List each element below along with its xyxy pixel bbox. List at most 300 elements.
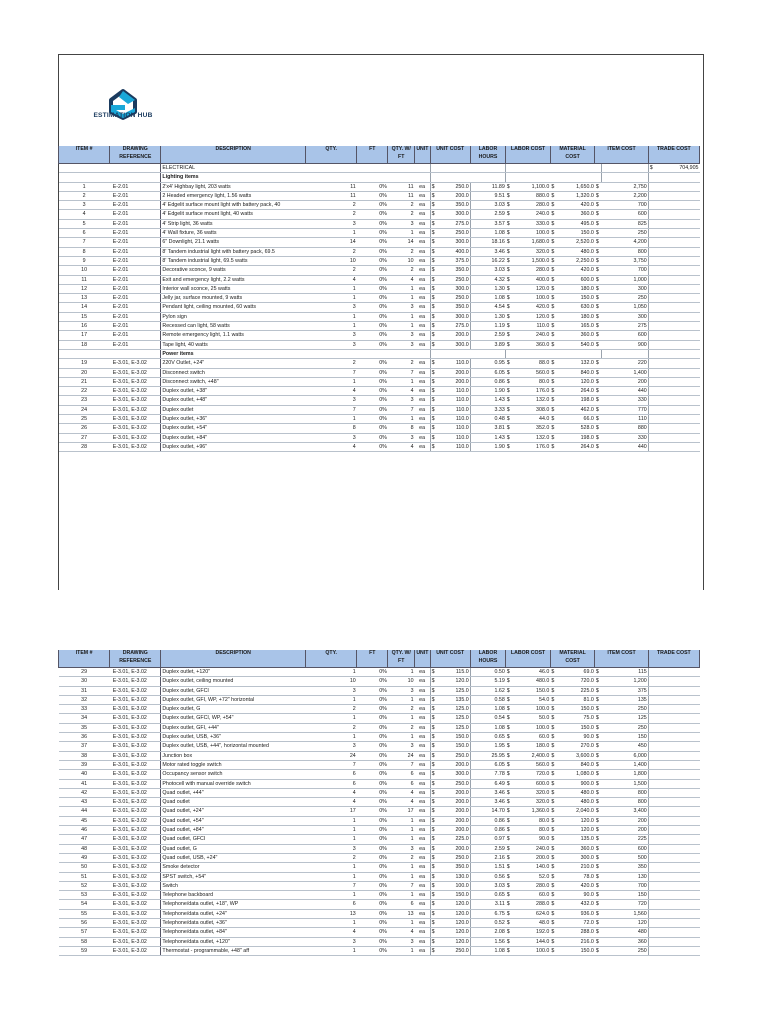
table-cell: $ (595, 946, 602, 955)
table-cell: 2 (388, 210, 415, 219)
table-cell: E-3.01, E-3.02 (110, 919, 161, 928)
table-cell (648, 396, 655, 405)
table-cell: 115 (602, 668, 649, 677)
table-cell: 4' Strip light, 36 watts (161, 219, 306, 228)
table-cell: 2 (388, 247, 415, 256)
table-cell: E-3.01, E-3.02 (110, 359, 161, 368)
table-cell: 3 (306, 937, 357, 946)
table-cell: Interior wall sconce, 25 watts (161, 284, 306, 293)
table-cell: $ (430, 210, 437, 219)
table-cell: 3 (388, 844, 415, 853)
table-cell (430, 349, 437, 358)
table-cell: ea (415, 872, 431, 881)
table-row (59, 415, 700, 424)
table-cell: $ (430, 881, 437, 890)
table-cell (648, 294, 655, 303)
column-header: LABOR COST (506, 650, 551, 668)
column-header: LABOR COST (506, 146, 551, 164)
table-cell: $ (595, 779, 602, 788)
table-cell: 900.0 (557, 779, 595, 788)
table-cell: $ (550, 779, 557, 788)
table-cell: 250.0 (437, 751, 470, 760)
table-cell: 3.03 (470, 881, 506, 890)
table-cell: 16 (59, 322, 110, 331)
table-cell: Quad outlet, G (161, 844, 306, 853)
table-row (59, 256, 700, 265)
table-cell: 150.0 (557, 229, 595, 238)
table-cell: 1 (306, 891, 357, 900)
table-cell (648, 247, 655, 256)
table-cell: 150 (602, 733, 649, 742)
table-cell: $ (506, 359, 513, 368)
table-cell: $ (430, 396, 437, 405)
table-cell: $ (430, 303, 437, 312)
table-cell: 3.81 (470, 424, 506, 433)
table-cell: Telephone/data outlet, +24" (161, 909, 306, 918)
table-cell: ea (415, 668, 431, 677)
table-cell: $ (506, 396, 513, 405)
table-cell: 17 (59, 331, 110, 340)
estimate-table-page-2 (58, 650, 700, 956)
table-cell (648, 770, 655, 779)
table-cell: 198.0 (557, 433, 595, 442)
table-row (59, 723, 700, 732)
table-cell: 3 (306, 396, 357, 405)
table-cell: 420.0 (512, 303, 550, 312)
table-cell (595, 164, 602, 173)
table-cell: 100.0 (512, 229, 550, 238)
table-cell (655, 705, 700, 714)
table-cell (655, 191, 700, 200)
table-cell: 24 (388, 751, 415, 760)
table-cell (59, 164, 110, 173)
table-cell: 2 (306, 266, 357, 275)
table-cell: $ (430, 294, 437, 303)
table-cell: $ (550, 807, 557, 816)
table-cell: 6 (306, 900, 357, 909)
table-cell: 7 (388, 881, 415, 890)
table-cell: $ (595, 303, 602, 312)
table-cell: 420.0 (557, 881, 595, 890)
table-cell (655, 751, 700, 760)
table-cell: $ (430, 256, 437, 265)
table-cell: 0.86 (470, 826, 506, 835)
table-cell (655, 266, 700, 275)
table-row (59, 919, 700, 928)
table-cell: 4.32 (470, 275, 506, 284)
table-cell (648, 686, 655, 695)
table-cell: $ (430, 368, 437, 377)
table-cell (655, 909, 700, 918)
table-cell (655, 677, 700, 686)
table-cell: ea (415, 798, 431, 807)
table-cell (655, 368, 700, 377)
table-cell (655, 668, 700, 677)
table-cell (655, 396, 700, 405)
table-cell: 1.90 (470, 387, 506, 396)
table-cell: Duplex outlet, +96" (161, 442, 306, 451)
table-cell: 42 (59, 788, 110, 797)
table-cell: 720 (602, 900, 649, 909)
table-cell (437, 164, 470, 173)
table-cell: 135.0 (557, 835, 595, 844)
table-cell: 320.0 (512, 798, 550, 807)
table-cell: $ (430, 340, 437, 349)
column-header: ITEM # (59, 650, 110, 668)
table-cell (655, 405, 700, 414)
table-cell: 80.0 (512, 377, 550, 386)
table-row (59, 816, 700, 825)
table-cell (648, 677, 655, 686)
table-cell: $ (506, 853, 513, 862)
table-cell: $ (595, 312, 602, 321)
table-row (59, 331, 700, 340)
table-cell: $ (550, 770, 557, 779)
table-cell: 41 (59, 779, 110, 788)
table-cell: E-3.01, E-3.02 (110, 946, 161, 955)
table-cell: $ (506, 284, 513, 293)
table-cell: 4 (388, 928, 415, 937)
table-cell: ea (415, 331, 431, 340)
table-cell: 1 (306, 733, 357, 742)
table-cell: 46 (59, 826, 110, 835)
table-cell: 1.95 (470, 742, 506, 751)
table-cell: 250.0 (437, 853, 470, 862)
table-cell: $ (506, 668, 513, 677)
table-cell: 150.0 (437, 891, 470, 900)
table-cell: E-2.01 (110, 284, 161, 293)
table-cell: 0% (357, 695, 388, 704)
table-cell: Duplex outlet, +120" (161, 668, 306, 677)
table-cell: 4 (306, 442, 357, 451)
table-cell: 1.43 (470, 396, 506, 405)
table-cell: 0% (357, 219, 388, 228)
table-cell: 81.0 (557, 695, 595, 704)
column-header: DRAWING REFERENCE (110, 146, 161, 164)
table-cell: $ (595, 322, 602, 331)
table-cell: 0% (357, 733, 388, 742)
table-cell: 880.0 (512, 191, 550, 200)
table-cell (506, 349, 513, 358)
table-cell: 264.0 (557, 387, 595, 396)
table-cell (655, 816, 700, 825)
table-row (59, 733, 700, 742)
table-cell (648, 891, 655, 900)
table-cell: 120 (602, 919, 649, 928)
table-cell (648, 415, 655, 424)
table-cell: 2.08 (470, 928, 506, 937)
table-cell: $ (506, 909, 513, 918)
table-cell: 200 (602, 377, 649, 386)
table-cell (655, 247, 700, 256)
table-cell: 400.0 (512, 275, 550, 284)
table-cell: E-3.01, E-3.02 (110, 760, 161, 769)
table-cell: 300.0 (437, 312, 470, 321)
table-cell (648, 751, 655, 760)
table-row (59, 368, 700, 377)
table-cell: ea (415, 415, 431, 424)
table-cell: 4' Edgelit surface mount light with battery pack, 40 (161, 201, 306, 210)
table-cell: 44 (59, 807, 110, 816)
table-cell: $ (506, 238, 513, 247)
table-cell: 37 (59, 742, 110, 751)
table-cell: 1 (306, 668, 357, 677)
table-row (59, 705, 700, 714)
table-cell: $ (430, 798, 437, 807)
table-cell: $ (550, 826, 557, 835)
table-cell: ea (415, 714, 431, 723)
table-cell: 704,905 (655, 164, 700, 173)
table-cell (388, 173, 415, 182)
table-cell: E-3.01, E-3.02 (110, 415, 161, 424)
table-cell: 80.0 (512, 816, 550, 825)
table-cell: Jelly jar, surface mounted, 9 watts (161, 294, 306, 303)
table-cell: $ (506, 788, 513, 797)
table-cell (655, 256, 700, 265)
table-cell: 0% (357, 415, 388, 424)
table-cell: 120.0 (437, 919, 470, 928)
table-cell: 49 (59, 853, 110, 862)
table-cell: 1 (388, 312, 415, 321)
table-cell: 500 (602, 853, 649, 862)
table-cell: E-2.01 (110, 247, 161, 256)
table-cell: $ (595, 919, 602, 928)
table-cell: 3.46 (470, 798, 506, 807)
table-cell (648, 816, 655, 825)
table-cell: 66.0 (557, 415, 595, 424)
table-cell: 0% (357, 872, 388, 881)
table-cell (648, 173, 655, 182)
table-cell (655, 442, 700, 451)
table-cell: 700 (602, 266, 649, 275)
table-cell: ea (415, 900, 431, 909)
table-cell: 56 (59, 919, 110, 928)
table-cell: $ (595, 368, 602, 377)
table-cell: 250 (602, 229, 649, 238)
table-cell: E-3.01, E-3.02 (110, 405, 161, 414)
table-cell: 3 (306, 433, 357, 442)
table-cell: 2.59 (470, 210, 506, 219)
table-cell: 2 (306, 705, 357, 714)
table-cell: $ (595, 387, 602, 396)
table-row (59, 359, 700, 368)
table-cell (430, 164, 437, 173)
table-cell: 4 (388, 275, 415, 284)
table-cell: Quad outlet, +54" (161, 816, 306, 825)
table-cell: ea (415, 844, 431, 853)
table-cell: $ (430, 853, 437, 862)
table-cell: 125.0 (437, 686, 470, 695)
table-cell: $ (430, 919, 437, 928)
table-cell: 22 (59, 387, 110, 396)
table-cell: 6 (388, 900, 415, 909)
table-cell: 150 (602, 891, 649, 900)
table-cell (655, 788, 700, 797)
table-cell: E-3.01, E-3.02 (110, 872, 161, 881)
table-cell: 120.0 (437, 937, 470, 946)
table-cell: 250.0 (437, 946, 470, 955)
table-cell (648, 946, 655, 955)
table-row (59, 946, 700, 955)
table-cell: $ (595, 191, 602, 200)
table-cell: $ (550, 844, 557, 853)
table-cell: Telephone/data outlet, +36" (161, 919, 306, 928)
table-cell: 13 (59, 294, 110, 303)
table-cell: 1 (388, 826, 415, 835)
table-cell: $ (595, 210, 602, 219)
table-cell: ea (415, 377, 431, 386)
table-cell: $ (430, 322, 437, 331)
table-cell: E-3.01, E-3.02 (110, 377, 161, 386)
table-cell: 3.89 (470, 340, 506, 349)
table-cell: $ (506, 686, 513, 695)
table-cell (655, 872, 700, 881)
table-cell (655, 433, 700, 442)
table-cell: $ (550, 733, 557, 742)
table-cell (648, 266, 655, 275)
table-cell: 540.0 (557, 340, 595, 349)
table-cell: 26 (59, 424, 110, 433)
table-cell (648, 900, 655, 909)
table-cell: 1.08 (470, 946, 506, 955)
table-row (59, 872, 700, 881)
table-cell: $ (550, 322, 557, 331)
table-cell: 52 (59, 881, 110, 890)
table-cell: ea (415, 742, 431, 751)
table-cell: 528.0 (557, 424, 595, 433)
table-row (59, 900, 700, 909)
table-cell: 0% (357, 387, 388, 396)
table-cell: 0% (357, 266, 388, 275)
table-cell: $ (506, 312, 513, 321)
table-cell: 24 (59, 405, 110, 414)
table-cell: $ (430, 229, 437, 238)
table-cell: 75.0 (557, 714, 595, 723)
table-cell: $ (550, 835, 557, 844)
table-cell: 3,750 (602, 256, 649, 265)
table-cell: 39 (59, 760, 110, 769)
table-cell: 375.0 (437, 256, 470, 265)
column-header: TRADE COST (648, 650, 699, 668)
table-cell: $ (430, 424, 437, 433)
table-cell: 770 (602, 405, 649, 414)
table-cell: 176.0 (512, 442, 550, 451)
table-cell: 240.0 (512, 210, 550, 219)
table-row (59, 742, 700, 751)
table-cell: $ (550, 816, 557, 825)
table-cell: 5 (59, 219, 110, 228)
table-cell (648, 349, 655, 358)
table-cell: 20 (59, 368, 110, 377)
table-cell (110, 164, 161, 173)
table-cell (648, 788, 655, 797)
table-cell: 352.0 (512, 424, 550, 433)
table-cell: 450 (602, 742, 649, 751)
table-cell (648, 340, 655, 349)
table-row (59, 807, 700, 816)
table-cell: $ (550, 705, 557, 714)
table-cell: 13 (306, 909, 357, 918)
table-cell (655, 424, 700, 433)
table-cell: 1 (306, 294, 357, 303)
table-cell: 100.0 (437, 881, 470, 890)
table-cell: E-3.01, E-3.02 (110, 695, 161, 704)
table-row (59, 387, 700, 396)
table-cell: 28 (59, 442, 110, 451)
table-cell: 0% (357, 256, 388, 265)
table-cell: 3 (388, 742, 415, 751)
table-cell: $ (430, 900, 437, 909)
table-cell: 225 (602, 835, 649, 844)
table-cell: 36 (59, 733, 110, 742)
table-cell: 1 (388, 377, 415, 386)
table-cell: $ (430, 733, 437, 742)
table-cell: 3 (306, 844, 357, 853)
table-cell: 0% (357, 863, 388, 872)
table-cell: 120.0 (437, 900, 470, 909)
table-cell: $ (550, 946, 557, 955)
table-cell: 100.0 (512, 723, 550, 732)
table-cell: 495.0 (557, 219, 595, 228)
table-cell: ea (415, 191, 431, 200)
table-cell (648, 909, 655, 918)
table-cell (655, 807, 700, 816)
table-cell (655, 760, 700, 769)
table-cell (655, 201, 700, 210)
table-cell: ea (415, 946, 431, 955)
table-cell: $ (430, 872, 437, 881)
table-row (59, 779, 700, 788)
table-cell: 560.0 (512, 368, 550, 377)
table-cell (648, 714, 655, 723)
table-cell: 330 (602, 396, 649, 405)
table-cell: 2 (388, 723, 415, 732)
table-cell: Remote emergency light, 1.1 watts (161, 331, 306, 340)
table-cell: 8 (306, 424, 357, 433)
table-cell: $ (506, 266, 513, 275)
table-cell: $ (550, 751, 557, 760)
table-cell: 90.0 (557, 733, 595, 742)
table-cell: 2,750 (602, 182, 649, 191)
table-cell: $ (595, 900, 602, 909)
table-cell: 52.0 (512, 872, 550, 881)
table-row (59, 686, 700, 695)
table-cell: E-3.01, E-3.02 (110, 433, 161, 442)
table-cell: 110.0 (437, 396, 470, 405)
table-cell: 2 Headed emergency light, 1.56 watts (161, 191, 306, 200)
table-cell: $ (595, 863, 602, 872)
table-cell: $ (506, 946, 513, 955)
table-cell: 11 (306, 191, 357, 200)
table-cell: $ (506, 872, 513, 881)
table-cell: 3,400 (602, 807, 649, 816)
table-cell: $ (506, 677, 513, 686)
table-cell: $ (550, 677, 557, 686)
table-cell: 59 (59, 946, 110, 955)
table-cell (306, 349, 357, 358)
table-cell (655, 415, 700, 424)
table-cell: E-3.01, E-3.02 (110, 714, 161, 723)
column-header: FT (357, 650, 388, 668)
table-cell: 0% (357, 919, 388, 928)
table-cell (648, 433, 655, 442)
table-cell: $ (430, 723, 437, 732)
table-cell: $ (550, 303, 557, 312)
table-cell: 0.58 (470, 695, 506, 704)
table-cell: $ (595, 714, 602, 723)
table-cell: ea (415, 433, 431, 442)
table-cell: $ (595, 405, 602, 414)
